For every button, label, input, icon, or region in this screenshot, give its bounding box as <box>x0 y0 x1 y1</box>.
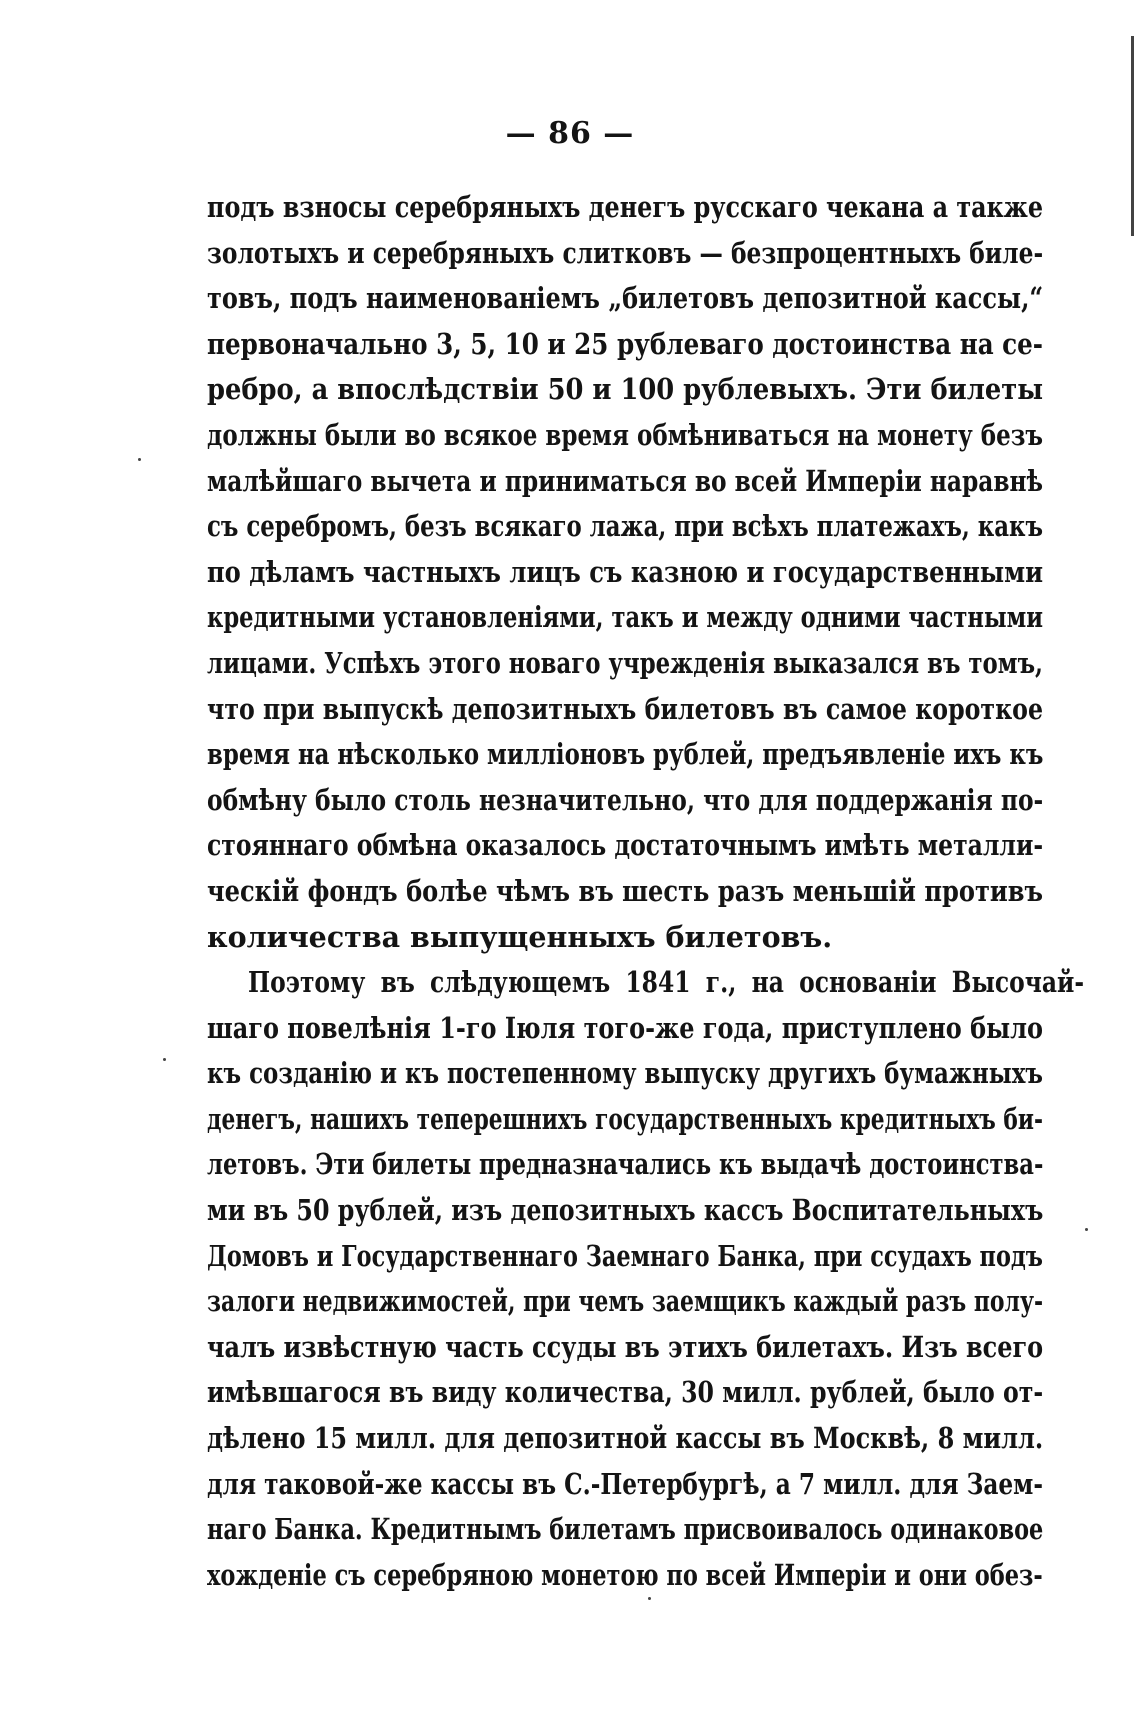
text-line: шаго повелѣнія 1-го Іюля того-же года, приступлено было <box>207 1010 1044 1045</box>
text-line: первоначально 3, 5, 10 и 25 рублеваго достоинства на се- <box>207 326 1044 361</box>
text-line: по дѣламъ частныхъ лицъ съ казною и государственными <box>207 554 1044 589</box>
text-line: ческій фондъ болѣе чѣмъ въ шесть разъ меньшій противъ <box>207 873 1044 908</box>
text-line: ми въ 50 рублей, изъ депозитныхъ кассъ Воспитательныхъ <box>207 1193 1044 1228</box>
text-line: время на нѣсколько милліоновъ рублей, предъявленіе ихъ къ <box>207 737 1044 772</box>
text-line: къ созданію и къ постепенному выпуску другихъ бумажныхъ <box>207 1056 1043 1091</box>
text-line: стояннаго обмѣна оказалось достаточнымъ имѣть металли- <box>207 828 1044 863</box>
text-line: съ серебромъ, безъ всякаго лажа, при всѣхъ платежахъ, какъ <box>207 509 1044 544</box>
text-line: количества выпущенныхъ билетовъ. <box>207 919 833 954</box>
text-line: подъ взносы серебряныхъ денегъ русскаго чекана а также <box>207 190 1044 224</box>
body-text <box>207 185 1085 1598</box>
print-speck <box>138 458 141 461</box>
text-line: малѣйшаго вычета и приниматься во всей Имперіи наравнѣ <box>207 463 1043 498</box>
text-line: залоги недвижимостей, при чемъ заемщикъ каждый разъ полу- <box>207 1284 1044 1319</box>
text-line: имѣвшагося въ виду количества, 30 милл. рублей, было от- <box>207 1375 1044 1410</box>
text-line: товъ, подъ наименованіемъ „билетовъ депозитной кассы,“ <box>207 281 1044 316</box>
text-line: кредитными установленіями, такъ и между одними частными <box>207 600 1044 635</box>
paragraph-1 <box>207 185 1043 960</box>
text-line: наго Банка. Кредитнымъ билетамъ присвоивалось одинаковое <box>207 1512 1044 1547</box>
print-speck <box>648 1597 651 1600</box>
text-line: дѣлено 15 милл. для депозитной кассы въ Москвѣ, 8 милл. <box>207 1421 1044 1456</box>
text-line: должны были во всякое время обмѣниваться на монету безъ <box>207 417 1044 452</box>
text-line: лицами. Успѣхъ этого новаго учрежденія выказался въ томъ, <box>207 645 1043 680</box>
text-line: летовъ. Эти билеты предназначались къ выдачѣ достоинства- <box>207 1147 1044 1182</box>
page-number: — 86 — <box>505 116 635 151</box>
text-line: что при выпускѣ депозитныхъ билетовъ въ самое короткое <box>207 691 1044 726</box>
text-line: чалъ извѣстную часть ссуды въ этихъ билетахъ. Изъ всего <box>207 1329 1044 1364</box>
text-line: хожденіе съ серебряною монетою по всей Имперіи и они обез- <box>207 1557 1043 1592</box>
text-line: ребро, а впослѣдствіи 50 и 100 рублевыхъ. Эти билеты <box>207 372 1043 407</box>
text-line: обмѣну было столь незначительно, что для поддержанія по- <box>207 782 1044 817</box>
text-line: золотыхъ и серебряныхъ слитковъ — безпроцентныхъ биле- <box>207 235 1044 270</box>
print-speck <box>163 1058 166 1061</box>
print-speck <box>1085 1228 1088 1231</box>
text-line: Поэтому въ слѣдующемъ 1841 г., на основаніи Высочай- <box>248 965 1085 1000</box>
text-line: Домовъ и Государственнаго Заемнаго Банка, при ссудахъ подъ <box>207 1238 1043 1273</box>
text-line: денегъ, нашихъ теперешнихъ государственныхъ кредитныхъ би- <box>207 1101 1044 1136</box>
paragraph-2 <box>207 960 1085 1598</box>
text-line: для таковой-же кассы въ С.-Петербургѣ, а 7 милл. для Заем- <box>207 1466 1043 1501</box>
